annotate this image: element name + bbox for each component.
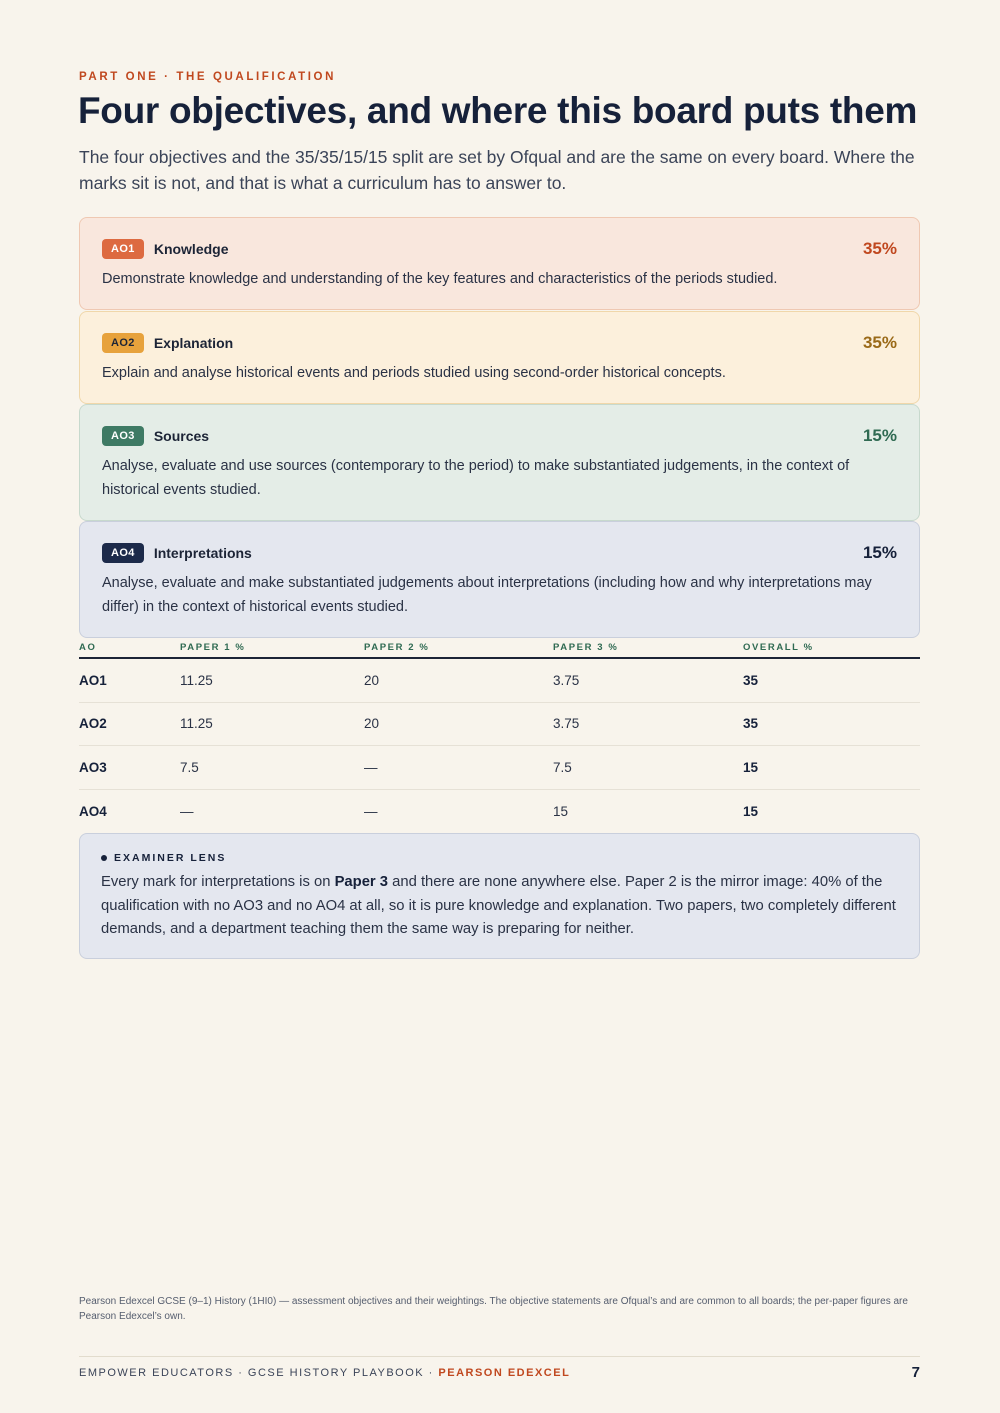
table-cell: — — [364, 759, 378, 775]
footer-divider — [79, 1356, 920, 1357]
objective-description: Demonstrate knowledge and understanding of the key features and characteristics of the periods studied. — [102, 271, 778, 287]
objective-name: Interpretations — [153, 545, 252, 561]
page-title: Four objectives, and where this board puts them — [78, 90, 918, 131]
table-row — [79, 703, 920, 747]
table-cell: 7.5 — [553, 759, 572, 775]
page-footer — [79, 1367, 570, 1379]
table-cell: 35 — [743, 672, 759, 688]
table-cell: 3.75 — [553, 672, 580, 688]
objective-name: Explanation — [153, 335, 234, 351]
table-cell: 7.5 — [180, 759, 199, 775]
table-header-row — [79, 638, 920, 659]
column-header: AO — [79, 642, 97, 653]
objective-card-ao3 — [79, 404, 920, 521]
objective-card-ao4 — [79, 521, 920, 638]
column-header: OVERALL % — [743, 642, 814, 653]
column-header: PAPER 3 % — [553, 642, 619, 653]
page-number: 7 — [911, 1364, 920, 1381]
objective-card-ao2 — [79, 311, 920, 404]
objective-description: Analyse, evaluate and make substantiated judgements about interpretations (including how and why interpretations may differ) in the context of historical events studied. — [102, 575, 872, 615]
table-cell: 15 — [743, 759, 759, 775]
bullet-dot-icon — [101, 855, 107, 861]
table-cell: — — [364, 803, 378, 819]
table-cell: AO1 — [79, 672, 107, 688]
table-cell: 15 — [743, 803, 759, 819]
column-header: PAPER 1 % — [180, 642, 246, 653]
footer-series: EMPOWER EDUCATORS · GCSE HISTORY PLAYBOOK · — [79, 1367, 439, 1379]
intro-paragraph: The four objectives and the 35/35/15/15 split are set by Ofqual and are the same on every board. Where the marks sit is not, and that is what a curriculum has to answer to. — [79, 147, 915, 193]
table-cell: 35 — [743, 716, 759, 732]
callout-text-end: and there are none anywhere else. Paper 2 is the mirror image: 40% of the qualification with no AO3 and no AO4 at all, so it is pure knowledge and explanation. Two papers, two completely different demands, and a department teaching them the same way is preparing for neither. — [101, 874, 896, 937]
objective-weight: 15% — [862, 426, 897, 445]
table-row — [79, 746, 920, 790]
table-cell: 20 — [364, 672, 380, 688]
objective-code-badge: AO1 — [102, 239, 144, 259]
callout-emphasis: Paper 3 — [334, 874, 389, 890]
callout-text — [101, 871, 898, 942]
objective-code-badge: AO3 — [102, 426, 144, 446]
callout-label: EXAMINER LENS — [114, 852, 227, 864]
objective-weight: 35% — [862, 333, 897, 352]
table-row — [79, 659, 920, 703]
objective-description: Analyse, evaluate and use sources (contemporary to the period) to make substantiated judgements, in the context of historical events studied. — [102, 458, 850, 498]
objective-name: Knowledge — [153, 241, 229, 257]
table-cell: AO2 — [79, 716, 107, 732]
table-cell: 15 — [553, 803, 569, 819]
table-cell: — — [180, 803, 194, 819]
section-eyebrow: PART ONE · THE QUALIFICATION — [79, 71, 337, 83]
table-cell: 3.75 — [553, 716, 580, 732]
objective-code-badge: AO4 — [102, 543, 144, 563]
table-cell: AO3 — [79, 759, 107, 775]
table-cell: 11.25 — [180, 716, 213, 732]
weighting-table — [79, 638, 920, 833]
examiner-lens-callout — [79, 833, 920, 959]
table-cell: 11.25 — [180, 672, 213, 688]
objective-weight: 15% — [862, 543, 897, 562]
footer-brand: PEARSON EDEXCEL — [438, 1367, 571, 1379]
objective-name: Sources — [153, 428, 210, 444]
objective-description: Explain and analyse historical events and periods studied using second-order historical concepts. — [102, 365, 726, 381]
table-cell: AO4 — [79, 803, 107, 819]
source-footnote: Pearson Edexcel GCSE (9–1) History (1HI0) — assessment objectives and their weightings. The objective statements are Ofqual’s and are common to all boards; the per-paper figures are Pearson Edexcel’s own. — [79, 1296, 908, 1322]
objective-weight: 35% — [862, 239, 897, 258]
table-row — [79, 790, 920, 834]
table-cell: 20 — [364, 716, 380, 732]
objective-card-ao1 — [79, 217, 920, 310]
column-header: PAPER 2 % — [364, 642, 430, 653]
objective-code-badge: AO2 — [102, 333, 144, 353]
callout-text-start: Every mark for interpretations is on — [101, 874, 335, 890]
